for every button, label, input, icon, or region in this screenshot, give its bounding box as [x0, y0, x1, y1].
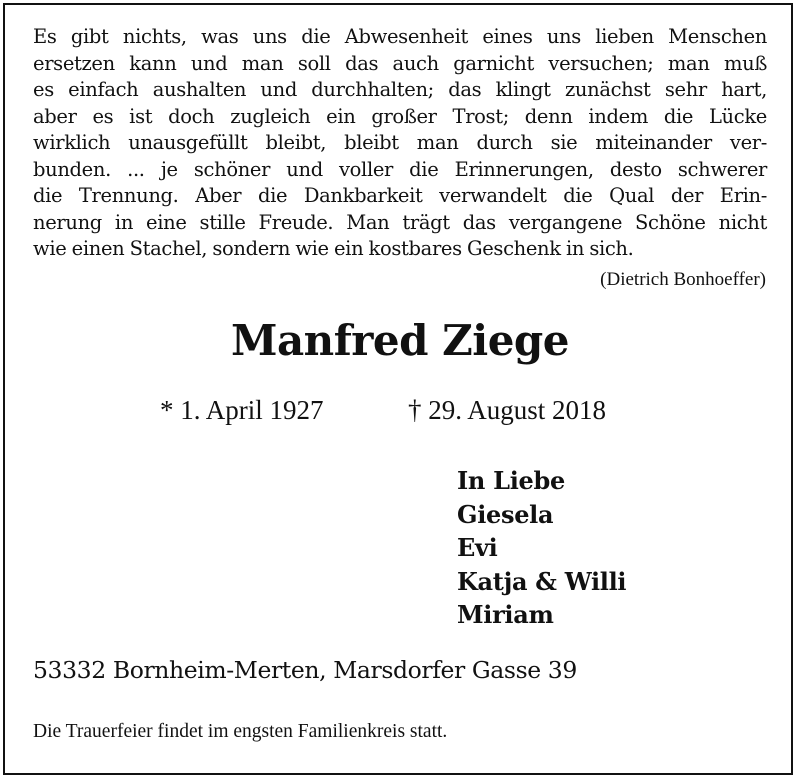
quote-line: wirklich unausgefüllt bleibt, bleibt man durch sie miteinander ver- — [33, 131, 767, 154]
quote-line: wie einen Stachel, sondern wie ein kostbares Geschenk in sich. — [33, 237, 634, 260]
quote-line: die Trennung. Aber die Dankbarkeit verwandelt die Qual der Erin- — [33, 184, 767, 207]
quote-line: Es gibt nichts, was uns die Abwesenheit eines uns lieben Menschen — [33, 25, 767, 48]
mourner-line: Evi — [457, 533, 498, 562]
quote-text — [33, 24, 767, 263]
mourner-line: Giesela — [457, 499, 554, 529]
address: 53332 Bornheim-Merten, Marsdorfer Gasse 39 — [33, 656, 577, 684]
quote-line: es einfach aushalten und durchhalten; das klingt zunächst sehr hart, — [33, 78, 767, 101]
funeral-notice: Die Trauerfeier findet im engsten Familienkreis statt. — [33, 721, 448, 742]
quote-author: (Dietrich Bonhoeffer) — [600, 269, 766, 290]
quote-line: bunden. ... je schöner und voller die Erinnerungen, desto schwerer — [33, 157, 767, 181]
mourner-line: In Liebe — [457, 466, 565, 495]
mourner-line: Miriam — [457, 600, 554, 629]
quote-line: aber es ist doch zugleich ein großer Trost; denn indem die Lücke — [33, 104, 767, 128]
mourners-list — [457, 464, 626, 632]
birth-date: * 1. April 1927 — [160, 395, 324, 425]
deceased-name: Manfred Ziege — [230, 316, 570, 365]
death-date: † 29. August 2018 — [408, 395, 607, 425]
mourner-line: Katja & Willi — [457, 566, 627, 596]
quote-line: nerung in eine stille Freude. Man trägt das vergangene Schöne nicht — [33, 210, 767, 234]
quote-line: ersetzen kann und man soll das auch garnicht versuchen; man muß — [33, 51, 767, 75]
